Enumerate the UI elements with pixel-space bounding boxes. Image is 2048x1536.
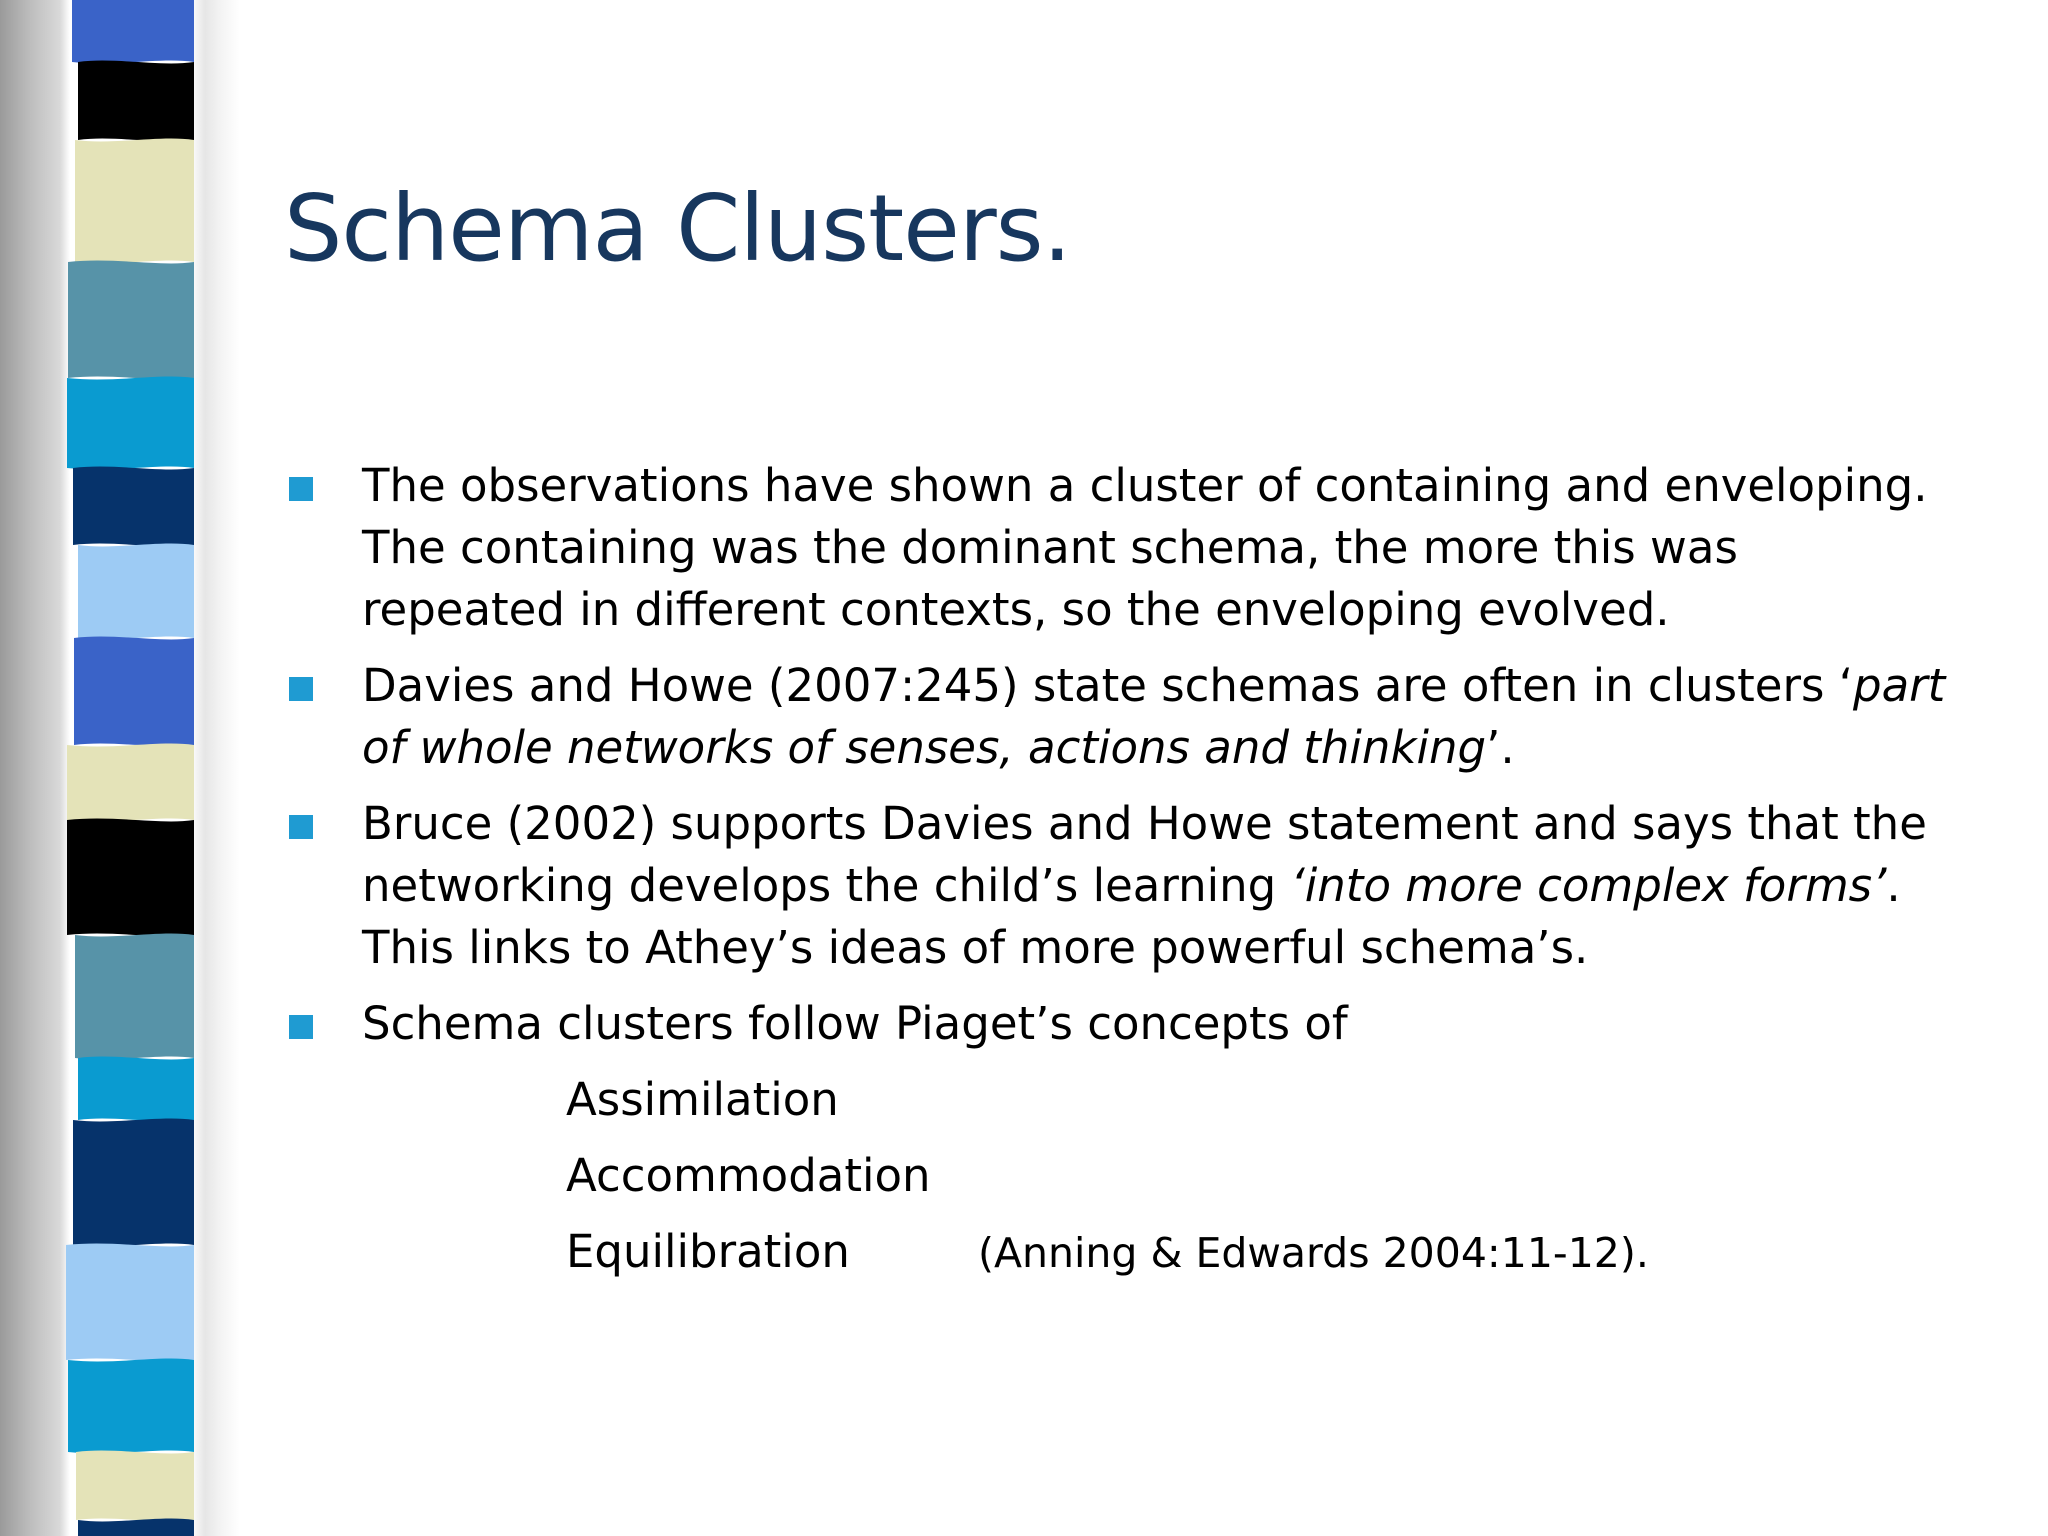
strip-band bbox=[67, 377, 194, 470]
bullet-line: Schema clusters follow Piaget’s concepts of bbox=[362, 997, 1348, 1050]
bullet-text bbox=[362, 793, 2004, 979]
strip-band bbox=[73, 467, 194, 547]
bullet-line bbox=[362, 717, 2004, 779]
strip-band bbox=[73, 1119, 194, 1247]
bullet-list bbox=[284, 455, 2004, 1297]
strip-band bbox=[78, 61, 194, 142]
citation: (Anning & Edwards 2004:11-12). bbox=[978, 1229, 1649, 1277]
strip-band bbox=[78, 1057, 194, 1122]
strip-band bbox=[76, 1451, 194, 1522]
bullet-line: The observations have shown a cluster of containing and enveloping. bbox=[362, 459, 1928, 512]
bullet-text bbox=[362, 655, 2004, 779]
concept-item bbox=[566, 1069, 2004, 1131]
bullet-item-4 bbox=[284, 993, 2004, 1283]
left-decorative-strip bbox=[0, 0, 240, 1536]
bullet-line: This links to Athey’s ideas of more powerful schema’s. bbox=[362, 921, 1589, 974]
italic-quote: of whole networks of senses, actions and thinking bbox=[362, 721, 1487, 774]
strip-band bbox=[68, 1359, 194, 1454]
square-bullet-icon bbox=[289, 1015, 313, 1039]
text-run: . bbox=[1886, 859, 1901, 912]
bullet-text bbox=[362, 993, 2004, 1055]
strip-band bbox=[74, 637, 194, 747]
bullet-item-1 bbox=[284, 455, 2004, 641]
bullet-line: repeated in different contexts, so the enveloping evolved. bbox=[362, 583, 1670, 636]
strip-band bbox=[75, 139, 194, 264]
strip-band bbox=[67, 819, 194, 937]
bullet-line: The containing was the dominant schema, the more this was bbox=[362, 521, 1738, 574]
strip-band bbox=[68, 261, 194, 380]
strip-band bbox=[75, 934, 194, 1060]
bullet-line: Bruce (2002) supports Davies and Howe statement and says that the bbox=[362, 797, 1927, 850]
bullet-text bbox=[362, 455, 2004, 641]
square-bullet-icon bbox=[289, 815, 313, 839]
bullet-item-2 bbox=[284, 655, 2004, 779]
concept-item bbox=[566, 1145, 2004, 1207]
bullet-line bbox=[362, 655, 2004, 717]
text-run: Davies and Howe (2007:245) state schemas are often in clusters ‘ bbox=[362, 659, 1853, 712]
strip-band bbox=[66, 1244, 194, 1362]
italic-quote: part bbox=[1853, 659, 1946, 712]
strip-band bbox=[67, 744, 194, 822]
square-bullet-icon bbox=[289, 477, 313, 501]
strip-band bbox=[72, 0, 194, 63]
square-bullet-icon bbox=[289, 677, 313, 701]
text-run: ’. bbox=[1486, 721, 1515, 774]
slide-title: Schema Clusters. bbox=[284, 175, 1071, 282]
strip-band bbox=[78, 1519, 194, 1536]
concept-name: Accommodation bbox=[566, 1149, 931, 1202]
italic-quote: ‘into more complex forms’ bbox=[1290, 859, 1887, 912]
text-run: networking develops the child’s learning bbox=[362, 859, 1291, 912]
concept-list bbox=[362, 1069, 2004, 1283]
bullet-line bbox=[362, 855, 2004, 917]
concept-name: Assimilation bbox=[566, 1073, 839, 1126]
strip-band bbox=[78, 544, 194, 640]
concept-item bbox=[566, 1221, 2004, 1283]
concept-name: Equilibration bbox=[566, 1225, 850, 1278]
bullet-item-3 bbox=[284, 793, 2004, 979]
striped-pattern bbox=[0, 0, 240, 1536]
